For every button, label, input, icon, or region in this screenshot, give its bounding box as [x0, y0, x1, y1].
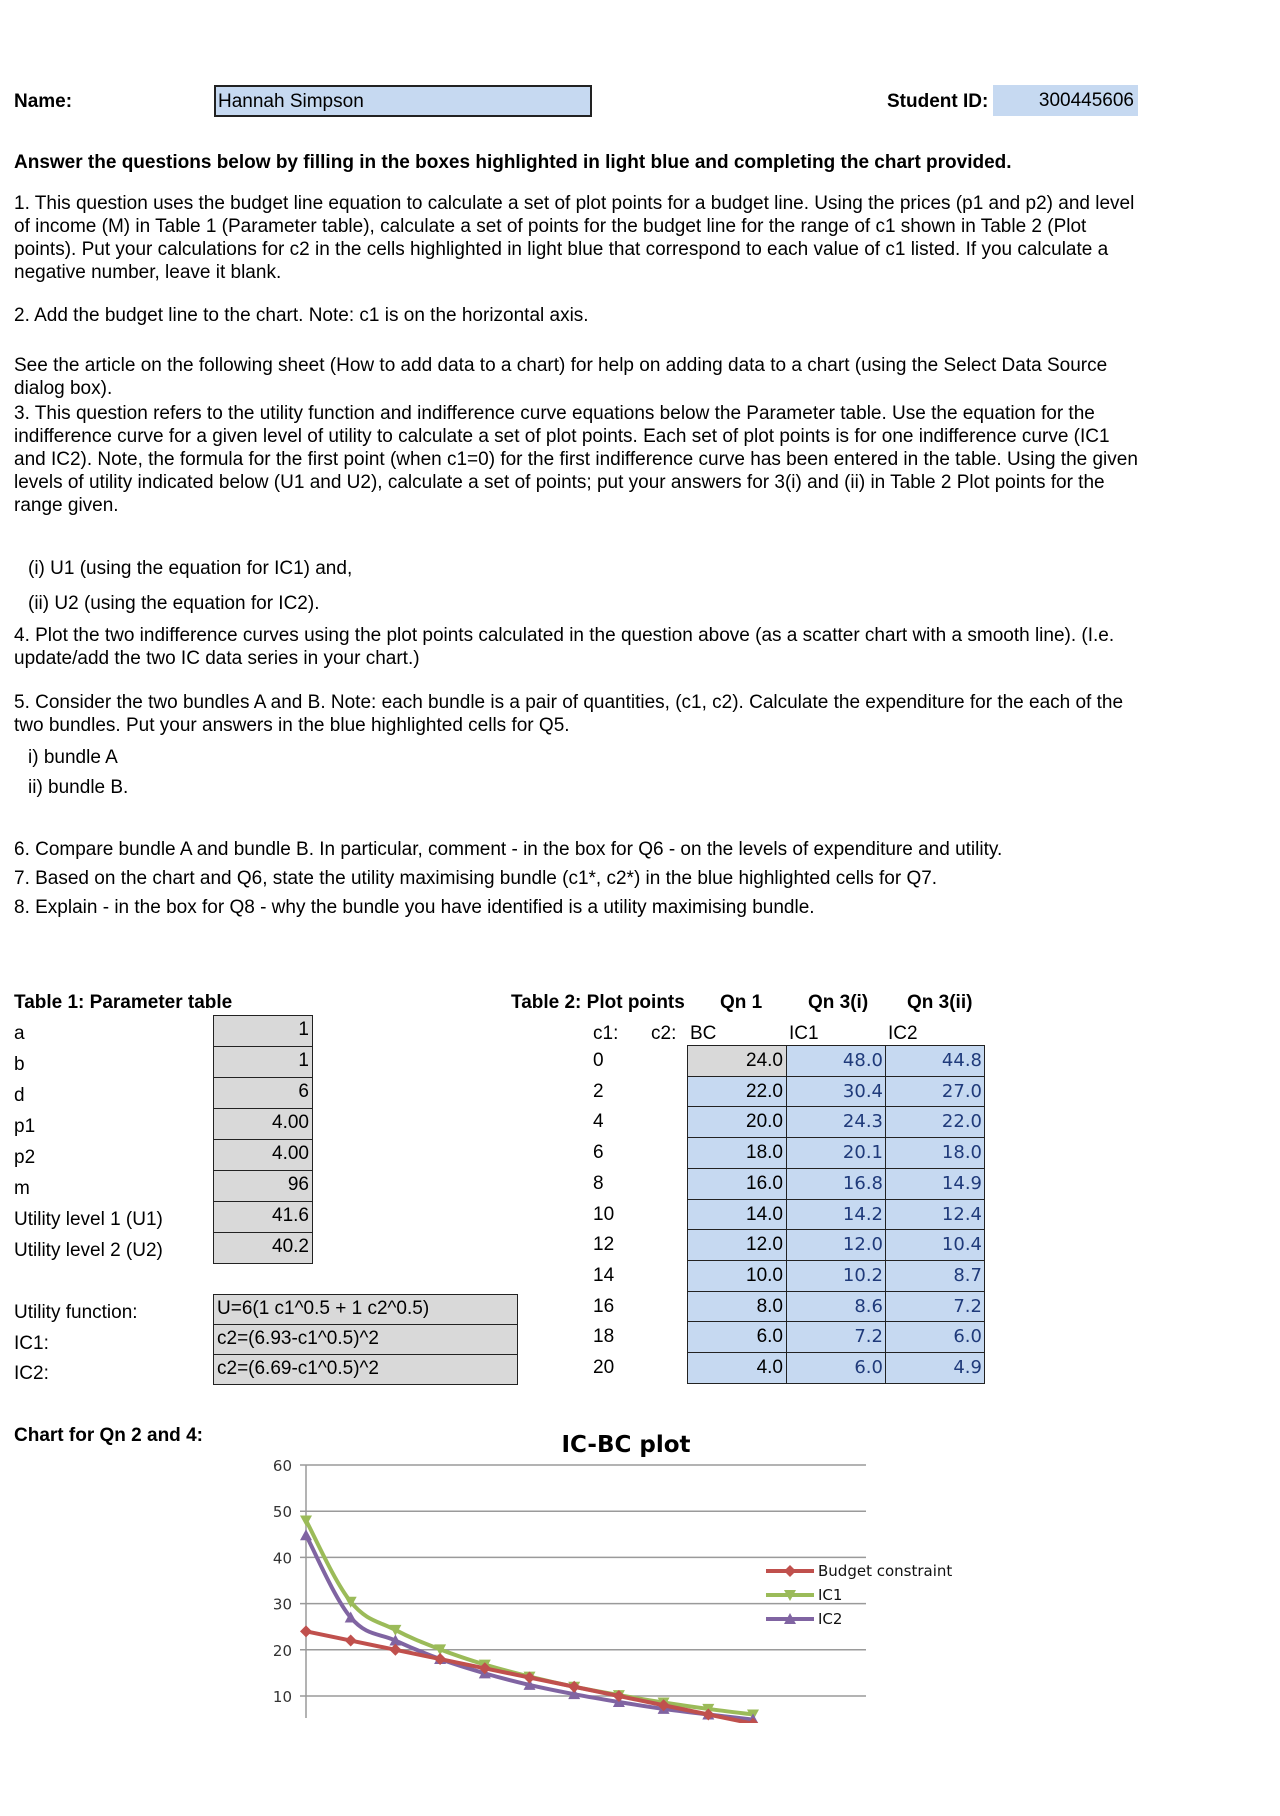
ic1-value-cell[interactable]: 10.2	[786, 1260, 886, 1292]
chart-series	[300, 1515, 759, 1729]
c1-value: 0	[593, 1050, 604, 1071]
question-5-ii: ii) bundle B.	[28, 777, 129, 798]
question-2: 2. Add the budget line to the chart. Note: c1 is on the horizontal axis.	[14, 305, 589, 326]
question-4: 4. Plot the two indifference curves using the plot points calculated in the question above (as a scatter chart with a smooth line). (I.e. update/add the two IC data series in your chart.)	[14, 625, 1115, 669]
y-tick-label: 30	[272, 1595, 292, 1614]
question-5-i: i) bundle A	[28, 747, 118, 768]
param-label-b: b	[14, 1054, 25, 1075]
param-label-p1: p1	[14, 1116, 36, 1137]
y-tick-label: 60	[272, 1457, 292, 1475]
bc-value-cell[interactable]: 12.0	[687, 1229, 787, 1261]
ic2-value-cell[interactable]: 22.0	[885, 1106, 985, 1138]
bc-value-cell[interactable]: 22.0	[687, 1076, 787, 1108]
utility-function-value[interactable]: U=6(1 c1^0.5 + 1 c2^0.5)	[213, 1294, 518, 1325]
param-label-u1: Utility level 1 (U1)	[14, 1209, 163, 1230]
name-label: Name:	[14, 91, 73, 112]
ic2-label: IC2	[888, 1023, 918, 1044]
question-3-ii: (ii) U2 (using the equation for IC2).	[28, 593, 320, 614]
question-8: 8. Explain - in the box for Q8 - why the bundle you have identified is a utility maximising bundle.	[14, 897, 815, 918]
param-label-d: d	[14, 1085, 25, 1106]
c1-value: 8	[593, 1173, 604, 1194]
instructions-intro: Answer the questions below by filling in the boxes highlighted in light blue and completing the chart provided.	[14, 152, 1012, 173]
ic1-label: IC1	[789, 1023, 819, 1044]
c2-label: c2:	[651, 1023, 677, 1044]
c1-value: 16	[593, 1296, 615, 1317]
ic2-value-cell[interactable]: 12.4	[885, 1199, 985, 1231]
bc-value-cell[interactable]: 6.0	[687, 1321, 787, 1353]
legend-item	[766, 1586, 842, 1604]
bc-label: BC	[690, 1023, 717, 1044]
ic2-value-cell[interactable]: 8.7	[885, 1260, 985, 1292]
bc-value-cell[interactable]: 4.0	[687, 1352, 787, 1384]
col-header-qn3ii: Qn 3(ii)	[907, 992, 973, 1013]
param-value-b[interactable]: 1	[213, 1046, 313, 1078]
ic1-value-cell[interactable]: 20.1	[786, 1137, 886, 1169]
param-label-u2: Utility level 2 (U2)	[14, 1240, 163, 1261]
ic2-value-cell[interactable]: 6.0	[885, 1321, 985, 1353]
ic2-value-cell[interactable]: 18.0	[885, 1137, 985, 1169]
bc-value-cell[interactable]: 18.0	[687, 1137, 787, 1169]
ic2-value-cell[interactable]: 4.9	[885, 1352, 985, 1384]
c1-value: 20	[593, 1357, 615, 1378]
legend-item	[766, 1562, 952, 1580]
student-id-label: Student ID:	[887, 91, 989, 112]
c1-value: 2	[593, 1081, 604, 1102]
bc-value-cell[interactable]: 20.0	[687, 1106, 787, 1138]
bc-value-cell[interactable]: 10.0	[687, 1260, 787, 1292]
bc-value-cell[interactable]: 16.0	[687, 1168, 787, 1200]
ic2-value-cell[interactable]: 44.8	[885, 1045, 985, 1077]
ic2-value-cell[interactable]: 14.9	[885, 1168, 985, 1200]
ic2-value-cell[interactable]: 27.0	[885, 1076, 985, 1108]
table2-title: Table 2: Plot points	[511, 992, 685, 1013]
student-id-field[interactable]: 300445606	[993, 85, 1138, 116]
bc-value-cell[interactable]: 24.0	[687, 1045, 787, 1077]
y-tick-label: 20	[272, 1641, 292, 1660]
param-label-p2: p2	[14, 1147, 36, 1168]
diamond-marker-icon	[389, 1644, 401, 1656]
legend-item	[766, 1610, 842, 1628]
chart-gridlines	[273, 1457, 866, 1718]
ic1-value-cell[interactable]: 8.6	[786, 1291, 886, 1323]
ic1-value-cell[interactable]: 48.0	[786, 1045, 886, 1077]
ic1-value-cell[interactable]: 7.2	[786, 1321, 886, 1353]
ic1-value-cell[interactable]: 12.0	[786, 1229, 886, 1261]
param-value-a[interactable]: 1	[213, 1015, 313, 1047]
utility-function-label: Utility function:	[14, 1302, 138, 1323]
c1-label: c1:	[593, 1023, 619, 1044]
ic1-value-cell[interactable]: 30.4	[786, 1076, 886, 1108]
chart-legend	[766, 1562, 952, 1628]
question-7: 7. Based on the chart and Q6, state the utility maximising bundle (c1*, c2*) in the blue highlighted cells for Q7.	[14, 868, 938, 889]
param-label-m: m	[14, 1178, 30, 1199]
legend-label: IC1	[818, 1586, 843, 1604]
name-field[interactable]: Hannah Simpson	[214, 85, 592, 117]
ic1-equation-label: IC1:	[14, 1333, 49, 1354]
ic1-equation-value[interactable]: c2=(6.93-c1^0.5)^2	[213, 1324, 518, 1355]
ic1-value-cell[interactable]: 14.2	[786, 1199, 886, 1231]
c1-value: 12	[593, 1234, 615, 1255]
param-value-p1[interactable]: 4.00	[213, 1108, 313, 1140]
ic1-value-cell[interactable]: 24.3	[786, 1106, 886, 1138]
y-tick-label: 10	[272, 1688, 292, 1706]
question-5: 5. Consider the two bundles A and B. Note: each bundle is a pair of quantities, (c1, c2). Calculate the expenditure for the each of the two bundles. Put your answers in the blue highlighted cells for Q5.	[14, 692, 1124, 736]
see-article-note: See the article on the following sheet (How to add data to a chart) for help on adding data to a chart (using the Select Data Source dialog box).	[14, 355, 1108, 399]
ic-bc-chart[interactable]	[240, 1425, 1000, 1811]
param-value-u2[interactable]: 40.2	[213, 1232, 313, 1264]
ic2-equation-value[interactable]: c2=(6.69-c1^0.5)^2	[213, 1354, 518, 1385]
diamond-marker-icon	[300, 1625, 312, 1637]
c1-value: 6	[593, 1142, 604, 1163]
param-value-d[interactable]: 6	[213, 1077, 313, 1109]
c1-value: 4	[593, 1111, 604, 1132]
col-header-qn3i: Qn 3(i)	[808, 992, 869, 1013]
ic2-equation-label: IC2:	[14, 1363, 49, 1384]
col-header-qn1: Qn 1	[720, 992, 763, 1013]
ic2-value-cell[interactable]: 7.2	[885, 1291, 985, 1323]
bc-value-cell[interactable]: 8.0	[687, 1291, 787, 1323]
bc-value-cell[interactable]: 14.0	[687, 1199, 787, 1231]
chart-section-label: Chart for Qn 2 and 4:	[14, 1425, 203, 1446]
question-3-i: (i) U1 (using the equation for IC1) and,	[28, 558, 353, 579]
diamond-marker-icon	[345, 1635, 357, 1647]
param-value-p2[interactable]: 4.00	[213, 1139, 313, 1171]
ic1-value-cell[interactable]: 6.0	[786, 1352, 886, 1384]
question-3: 3. This question refers to the utility function and indifference curve equations below the Parameter table. Use the equation for the indifference curve for a given level of utility to calculate a set of plot points. Each set of plot points is for one indifference curve (IC1 and IC2). Note, the formula for the first point (when c1=0) for the first indifference curve has been entered in the table. Using the given levels of utility indicated below (U1 and U2), calculate a set of points; put your answers for 3(i) and (ii) in Table 2 Plot points for the range given.	[14, 403, 1138, 516]
c1-value: 10	[593, 1204, 615, 1225]
c1-value: 14	[593, 1265, 615, 1286]
diamond-legend-icon	[784, 1565, 796, 1577]
question-1: 1. This question uses the budget line equation to calculate a set of plot points for a budget line. Using the prices (p1 and p2) and level of income (M) in Table 1 (Parameter table), calculate a set of points for the budget line for the range of c1 shown in Table 2 (Plot points). Put your calculations for c2 in the cells highlighted in light blue that correspond to each value of c1 listed. If you calculate a negative number, leave it blank.	[14, 193, 1135, 283]
ic1-value-cell[interactable]: 16.8	[786, 1168, 886, 1200]
table1-title: Table 1: Parameter table	[14, 992, 233, 1013]
legend-label: IC2	[818, 1610, 843, 1628]
param-value-m[interactable]: 96	[213, 1170, 313, 1202]
param-value-u1[interactable]: 41.6	[213, 1201, 313, 1233]
chart-title: IC-BC plot	[561, 1432, 691, 1458]
param-label-a: a	[14, 1023, 25, 1044]
ic2-value-cell[interactable]: 10.4	[885, 1229, 985, 1261]
c1-value: 18	[593, 1326, 615, 1347]
y-tick-label: 50	[272, 1503, 292, 1522]
legend-label: Budget constraint	[818, 1562, 953, 1580]
question-6: 6. Compare bundle A and bundle B. In particular, comment - in the box for Q6 - on the levels of expenditure and utility.	[14, 839, 1003, 860]
y-tick-label: 40	[272, 1549, 292, 1568]
